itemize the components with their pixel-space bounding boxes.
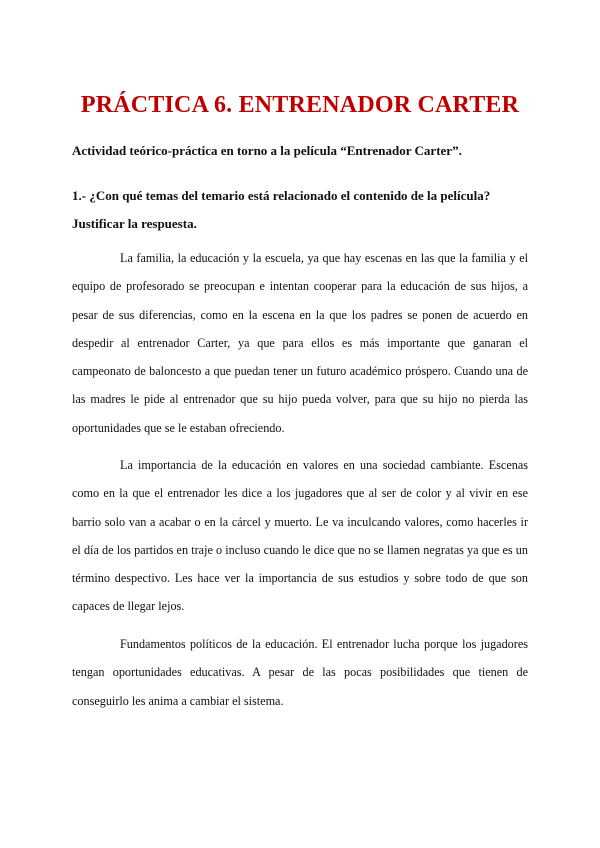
activity-subtitle: Actividad teórico-práctica en torno a la película “Entrenador Carter”. bbox=[72, 143, 462, 158]
paragraph-values-education: La importancia de la educación en valores en una sociedad cambiante. Escenas como en la que el entrenador les dice a los jugadores que al ser de color y al vivir en ese barrio solo van a acabar o en la cárcel y muerto. Le va inculcando valores, como hacerles ir el día de los partidos en traje o incluso cuando le dice que no se llamen negratas ya que es un término despectivo. Les hace ver la importancia de sus estudios y sobre todo de que son capaces de llegar lejos. bbox=[72, 458, 528, 614]
paragraph-family-education: La familia, la educación y la escuela, ya que hay escenas en las que la familia y el equipo de profesorado se preocupan e intentan cooperar para la educación de sus hijos, a pesar de sus diferencias, como en la escena en la que los padres se ponen de acuerdo en despedir al entrenador Carter, ya que para ellos es más importante que ganaran el campeonato de baloncesto a que puedan tener un futuro académico próspero. Cuando una de las madres le pide al entrenador que su hijo pueda volver, para que su hijo no pierda las oportunidades que se le estaban ofreciendo. bbox=[72, 251, 528, 435]
question-heading: 1.- ¿Con qué temas del temario está relacionado el contenido de la película? Justificar la respuesta. bbox=[72, 188, 491, 231]
paragraph-political-foundations: Fundamentos políticos de la educación. El entrenador lucha porque los jugadores tengan oportunidades educativas. A pesar de las pocas posibilidades que tienen de conseguirlo les anima a cambiar el sistema. bbox=[72, 637, 528, 708]
document-title: PRÁCTICA 6. ENTRENADOR CARTER bbox=[80, 92, 520, 118]
